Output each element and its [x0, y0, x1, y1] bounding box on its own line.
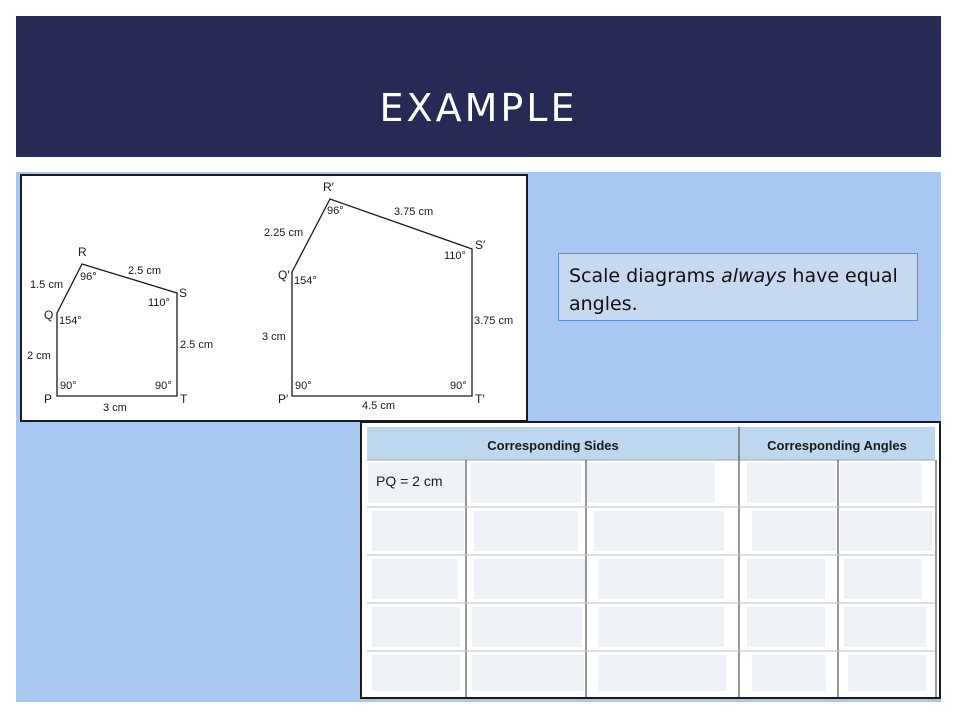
small-side-pt: 3 cm [103, 402, 127, 414]
slide-title: EXAMPLE [379, 86, 578, 130]
correspondence-table [360, 421, 941, 699]
large-angle-p: 90° [295, 380, 312, 392]
large-side-pq: 3 cm [262, 331, 286, 343]
small-vertex-p: P [44, 392, 53, 406]
callout-text-emphasis: always [721, 265, 787, 287]
header-corresponding-angles: Corresponding Angles [767, 438, 907, 453]
large-angle-q: 154° [294, 275, 317, 287]
small-side-st: 2.5 cm [180, 339, 214, 351]
slide-header [16, 16, 941, 157]
large-pentagon [292, 199, 472, 396]
large-side-rs: 3.75 cm [394, 206, 434, 218]
small-side-pq: 2 cm [27, 350, 51, 362]
large-vertex-q: Q′ [278, 268, 290, 282]
large-angle-t: 90° [450, 380, 467, 392]
small-angle-q: 154° [59, 315, 82, 327]
large-side-pt: 4.5 cm [362, 400, 396, 412]
small-angle-s: 110° [148, 297, 170, 309]
small-vertex-s: S [179, 286, 188, 300]
header-corresponding-sides: Corresponding Sides [487, 438, 619, 453]
scale-note-callout [558, 253, 918, 321]
small-angle-r: 96° [80, 271, 97, 283]
small-angle-t: 90° [155, 380, 172, 392]
small-side-rs: 2.5 cm [128, 265, 162, 277]
large-vertex-s: S′ [475, 238, 486, 252]
large-angle-s: 110° [444, 250, 466, 262]
callout-text-after: have equal angles. [569, 265, 898, 315]
scale-diagram-figure [20, 174, 528, 422]
large-side-qr: 2.25 cm [264, 227, 304, 239]
large-side-st: 3.75 cm [474, 315, 514, 327]
large-vertex-p: P′ [278, 392, 289, 406]
callout-text-before: Scale diagrams [569, 265, 722, 287]
small-angle-p: 90° [60, 380, 77, 392]
small-side-qr: 1.5 cm [30, 279, 64, 291]
large-vertex-t: T′ [475, 392, 485, 406]
small-vertex-q: Q [44, 308, 54, 322]
large-vertex-r: R′ [323, 180, 334, 194]
small-vertex-t: T [180, 392, 188, 406]
large-angle-r: 96° [327, 205, 344, 217]
small-pentagon [57, 264, 177, 396]
cell-pq-value: PQ = 2 cm [376, 473, 443, 489]
small-vertex-r: R [78, 245, 87, 259]
